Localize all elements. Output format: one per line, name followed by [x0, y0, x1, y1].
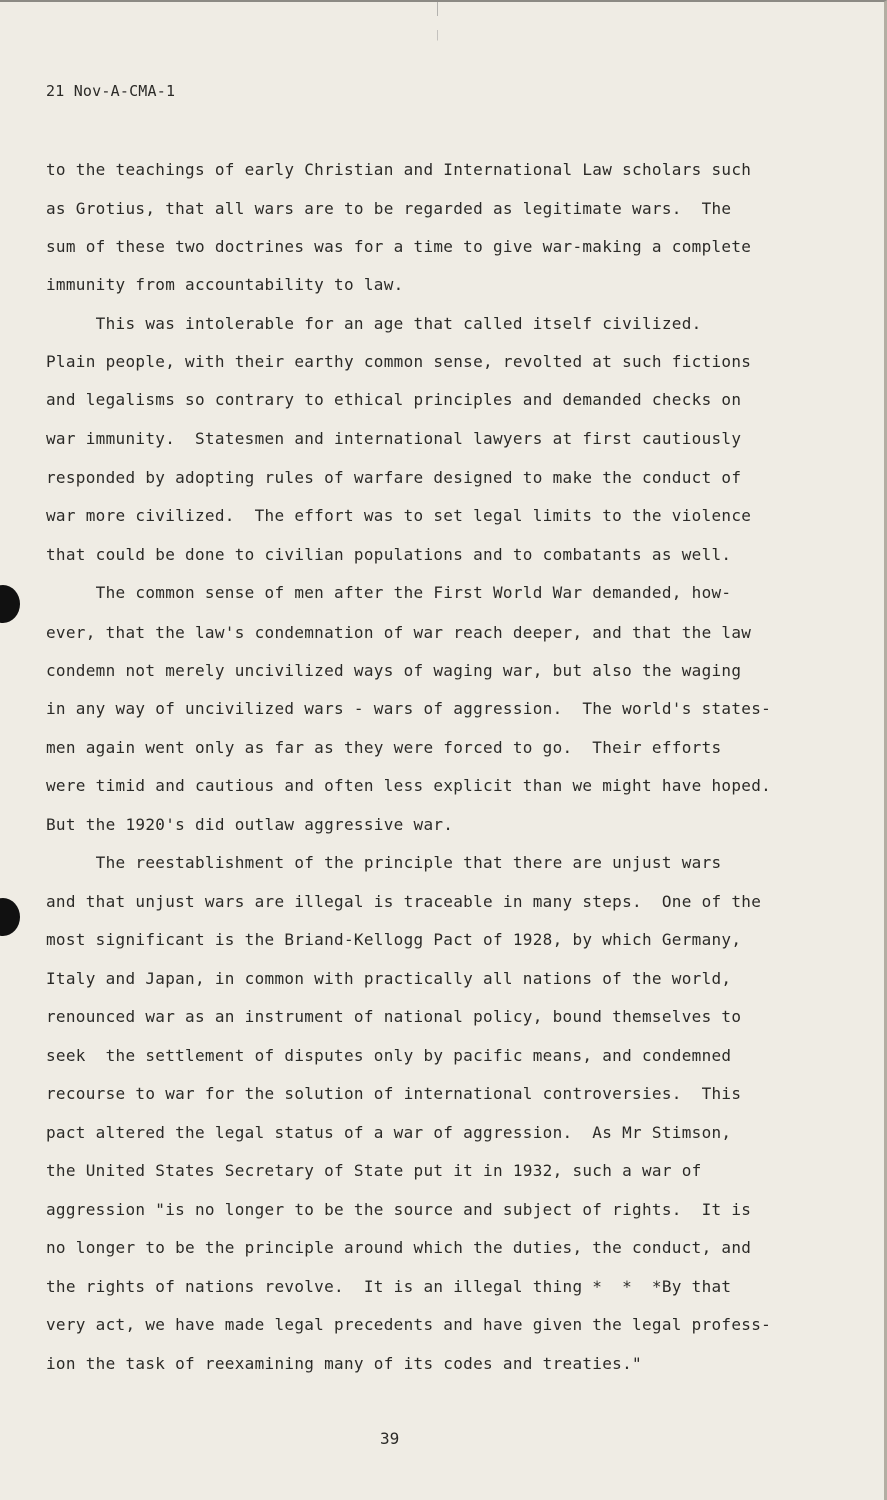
text-line: pact altered the legal status of a war of aggression. As Mr Stimson,: [46, 1123, 732, 1142]
text-line: This was intolerable for an age that called itself civilized.: [46, 314, 702, 333]
text-line: no longer to be the principle around which the duties, the conduct, and: [46, 1238, 752, 1257]
fold-mark: [437, 2, 438, 72]
text-line: were timid and cautious and often less explicit than we might have hoped.: [46, 776, 772, 795]
text-line: war immunity. Statesmen and international lawyers at first cautiously: [46, 429, 742, 448]
document-header: 21 Nov-A-CMA-1: [46, 82, 176, 100]
text-line: But the 1920's did outlaw aggressive war.: [46, 815, 454, 834]
text-line: as Grotius, that all wars are to be regarded as legitimate wars. The: [46, 199, 732, 218]
text-line: renounced war as an instrument of national policy, bound themselves to: [46, 1007, 742, 1026]
page-number: 39: [380, 1429, 400, 1448]
punch-hole-top: [0, 585, 20, 623]
text-line: ion the task of reexamining many of its codes and treaties.": [46, 1354, 642, 1373]
text-line: war more civilized. The effort was to set legal limits to the violence: [46, 506, 752, 525]
text-line: most significant is the Briand-Kellogg Pact of 1928, by which Germany,: [46, 930, 742, 949]
text-line: Plain people, with their earthy common sense, revolted at such fictions: [46, 352, 752, 371]
text-line: The common sense of men after the First World War demanded, how-: [46, 583, 732, 602]
text-line: responded by adopting rules of warfare designed to make the conduct of: [46, 468, 742, 487]
text-line: the rights of nations revolve. It is an illegal thing * * *By that: [46, 1277, 732, 1296]
punch-hole-bottom: [0, 898, 20, 936]
text-line: in any way of uncivilized wars - wars of aggression. The world's states-: [46, 699, 772, 718]
text-line: very act, we have made legal precedents and have given the legal profess-: [46, 1315, 772, 1334]
text-line: the United States Secretary of State put it in 1932, such a war of: [46, 1161, 702, 1180]
text-line: men again went only as far as they were forced to go. Their efforts: [46, 738, 722, 757]
text-line: immunity from accountability to law.: [46, 275, 404, 294]
text-line: to the teachings of early Christian and International Law scholars such: [46, 160, 752, 179]
text-line: ever, that the law's condemnation of war reach deeper, and that the law: [46, 623, 752, 642]
text-line: aggression "is no longer to be the source and subject of rights. It is: [46, 1200, 752, 1219]
text-line: and that unjust wars are illegal is traceable in many steps. One of the: [46, 892, 762, 911]
text-line: that could be done to civilian populations and to combatants as well.: [46, 545, 732, 564]
text-line: sum of these two doctrines was for a time to give war-making a complete: [46, 237, 752, 256]
text-line: condemn not merely uncivilized ways of waging war, but also the waging: [46, 661, 742, 680]
text-line: and legalisms so contrary to ethical principles and demanded checks on: [46, 390, 742, 409]
text-line: seek the settlement of disputes only by pacific means, and condemned: [46, 1046, 732, 1065]
text-line: The reestablishment of the principle that there are unjust wars: [46, 853, 722, 872]
text-line: Italy and Japan, in common with practically all nations of the world,: [46, 969, 732, 988]
text-line: recourse to war for the solution of international controversies. This: [46, 1084, 742, 1103]
